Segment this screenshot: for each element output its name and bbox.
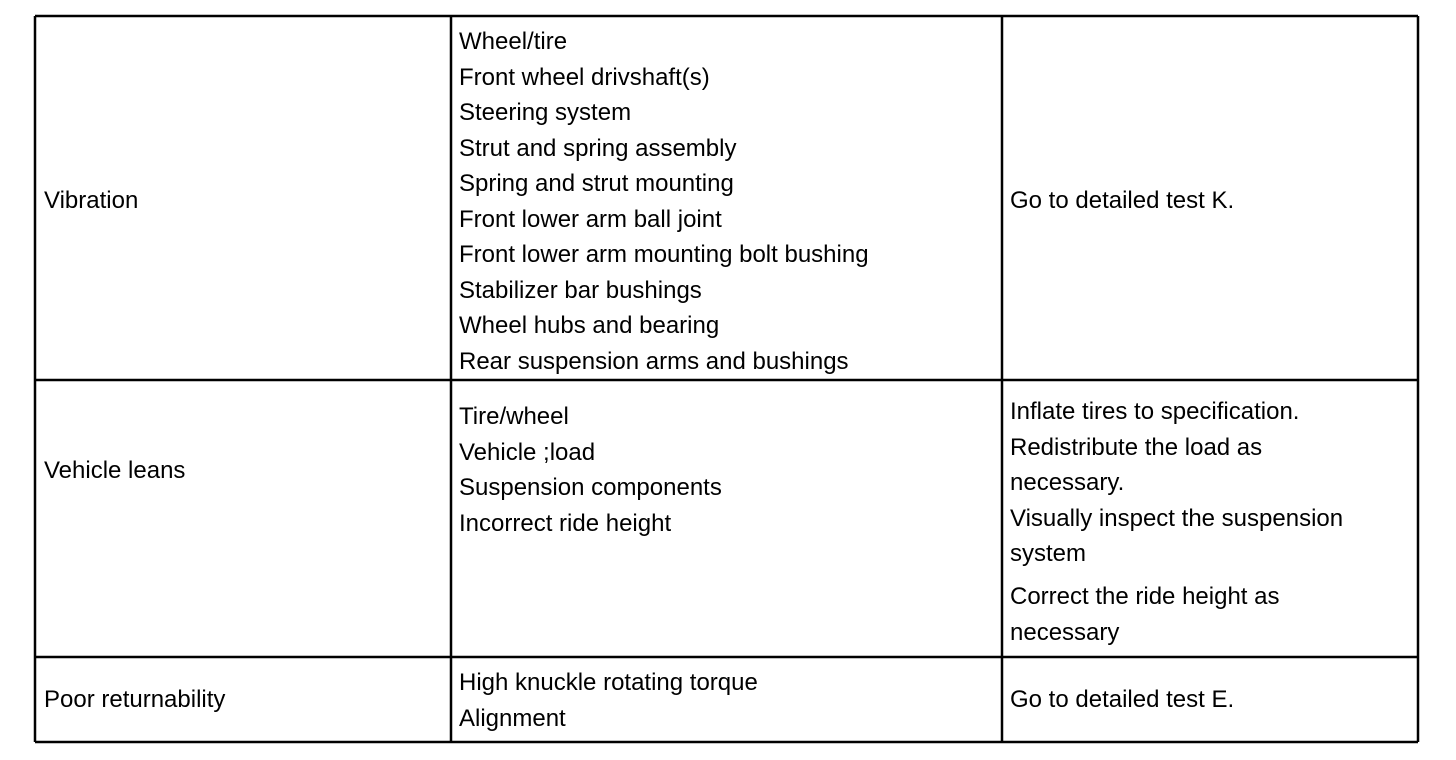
symptom-cell: Poor returnability [44,686,226,713]
cause-item: Vehicle ;load [459,438,596,466]
cause-item: Wheel/tire [459,28,568,55]
cause-item: Spring and strut mounting [459,170,734,197]
action-item: system [1010,540,1087,567]
action-item: Visually inspect the suspension [1010,504,1344,532]
action-cell [1010,183,1234,219]
causes-cell [459,399,722,541]
causes-cell [459,24,869,379]
action-item: necessary [1010,618,1120,646]
symptom-cell: Vibration [44,187,139,214]
causes-cell [459,665,758,736]
action-item: Go to detailed test K. [1010,187,1235,214]
cause-item: Tire/wheel [459,403,569,430]
action-item: Redistribute the load as [1010,433,1263,461]
action-cell [1010,394,1343,572]
cause-item: Suspension components [459,474,722,501]
action-item: Inflate tires to specification. [1010,398,1300,425]
cause-item: Front lower arm ball joint [459,205,722,233]
cause-item: Stabilizer bar bushings [459,276,702,304]
action-item: necessary. [1010,469,1125,496]
cause-item: High knuckle rotating torque [459,669,758,696]
cause-item: Rear suspension arms and bushings [459,347,849,375]
action-cell-extra [1010,579,1279,650]
cause-item: Incorrect ride height [459,509,672,537]
action-item: Correct the ride height as [1010,583,1280,610]
symptom-cell: Vehicle leans [44,457,186,484]
action-cell [1010,682,1234,718]
cause-item: Strut and spring assembly [459,134,737,162]
cause-item: Front wheel drivshaft(s) [459,63,710,91]
cause-item: Front lower arm mounting bolt bushing [459,241,869,268]
action-item: Go to detailed test E. [1010,686,1235,713]
cause-item: Alignment [459,704,566,732]
cause-item: Steering system [459,99,632,126]
cause-item: Wheel hubs and bearing [459,312,720,339]
